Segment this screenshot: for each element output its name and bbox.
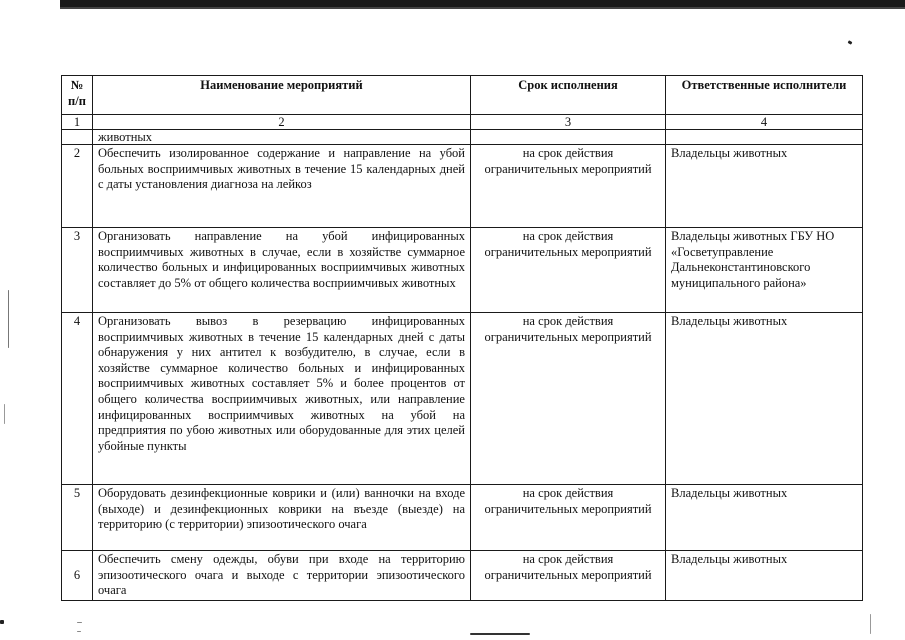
scan-speck bbox=[848, 40, 853, 45]
row-number: 6 bbox=[62, 551, 93, 601]
continuation-row bbox=[62, 130, 863, 145]
continuation-responsible bbox=[666, 130, 863, 145]
measures-table bbox=[61, 75, 863, 601]
row-description: Обеспечить изолированное содержание и направление на убой больных восприимчивых животных в течение 15 календарных дней с даты установления диагноза на лейкоз bbox=[93, 145, 471, 228]
row-term: на срок действия ограничительных мероприятий bbox=[471, 313, 666, 485]
row-term: на срок действия ограничительных мероприятий bbox=[471, 145, 666, 228]
header-term: Срок исполнения bbox=[471, 76, 666, 115]
scan-speck bbox=[77, 622, 82, 623]
column-number: 3 bbox=[471, 115, 666, 130]
row-number: 5 bbox=[62, 485, 93, 551]
scan-speck bbox=[870, 614, 871, 634]
continuation-term bbox=[471, 130, 666, 145]
row-term: на срок действия ограничительных мероприятий bbox=[471, 228, 666, 313]
scan-speck bbox=[77, 631, 81, 632]
header-responsible: Ответственные исполнители bbox=[666, 76, 863, 115]
row-responsible: Владельцы животных bbox=[666, 145, 863, 228]
row-description: Организовать вывоз в резервацию инфицированных восприимчивых животных в течение 15 календарных дней с даты обнаружения у них антител к возбудителю, в случае, если в хозяйстве суммарное количество больных и инфицированных восприимчивых животных составляет 5% и более процентов от общего количества восприимчивых животных, или направление инфицированных восприимчивых животных на убой на предприятия по убою животных или оборудованные для этих целей убойные пункты bbox=[93, 313, 471, 485]
row-term: на срок действия ограничительных мероприятий bbox=[471, 485, 666, 551]
row-description: Оборудовать дезинфекционные коврики и (или) ванночки на входе (выходе) и дезинфекционных коврики на въезде (выезде) на территорию (с территории) эпизоотического очага bbox=[93, 485, 471, 551]
row-number: 2 bbox=[62, 145, 93, 228]
scan-speck bbox=[0, 620, 4, 624]
header-name: Наименование мероприятий bbox=[93, 76, 471, 115]
column-number: 2 bbox=[93, 115, 471, 130]
continuation-text: животных bbox=[93, 130, 471, 145]
row-description: Обеспечить смену одежды, обуви при входе на территорию эпизоотического очага и выходе с территории эпизоотического очага bbox=[93, 551, 471, 601]
continuation-num bbox=[62, 130, 93, 145]
table-row bbox=[62, 485, 863, 551]
table-row bbox=[62, 145, 863, 228]
table-header-row bbox=[62, 76, 863, 115]
row-responsible: Владельцы животных bbox=[666, 313, 863, 485]
header-num: № п/п bbox=[62, 76, 93, 115]
row-term: на срок действия ограничительных мероприятий bbox=[471, 551, 666, 601]
scan-speck bbox=[470, 633, 530, 635]
scan-speck bbox=[8, 290, 9, 348]
row-responsible: Владельцы животных ГБУ НО «Госветуправление Дальнеконстантиновского муниципального района» bbox=[666, 228, 863, 313]
column-number: 1 bbox=[62, 115, 93, 130]
row-responsible: Владельцы животных bbox=[666, 551, 863, 601]
scan-top-edge bbox=[60, 0, 905, 7]
row-description: Организовать направление на убой инфицированных восприимчивых животных в случае, если в хозяйстве суммарное количество больных и инфицированных восприимчивых животных составляет до 5% от общего количества восприимчивых животных bbox=[93, 228, 471, 313]
table-row bbox=[62, 551, 863, 601]
scan-speck bbox=[4, 404, 5, 424]
table-row bbox=[62, 313, 863, 485]
row-responsible: Владельцы животных bbox=[666, 485, 863, 551]
column-number: 4 bbox=[666, 115, 863, 130]
row-number: 4 bbox=[62, 313, 93, 485]
column-number-row bbox=[62, 115, 863, 130]
row-number: 3 bbox=[62, 228, 93, 313]
table-row bbox=[62, 228, 863, 313]
